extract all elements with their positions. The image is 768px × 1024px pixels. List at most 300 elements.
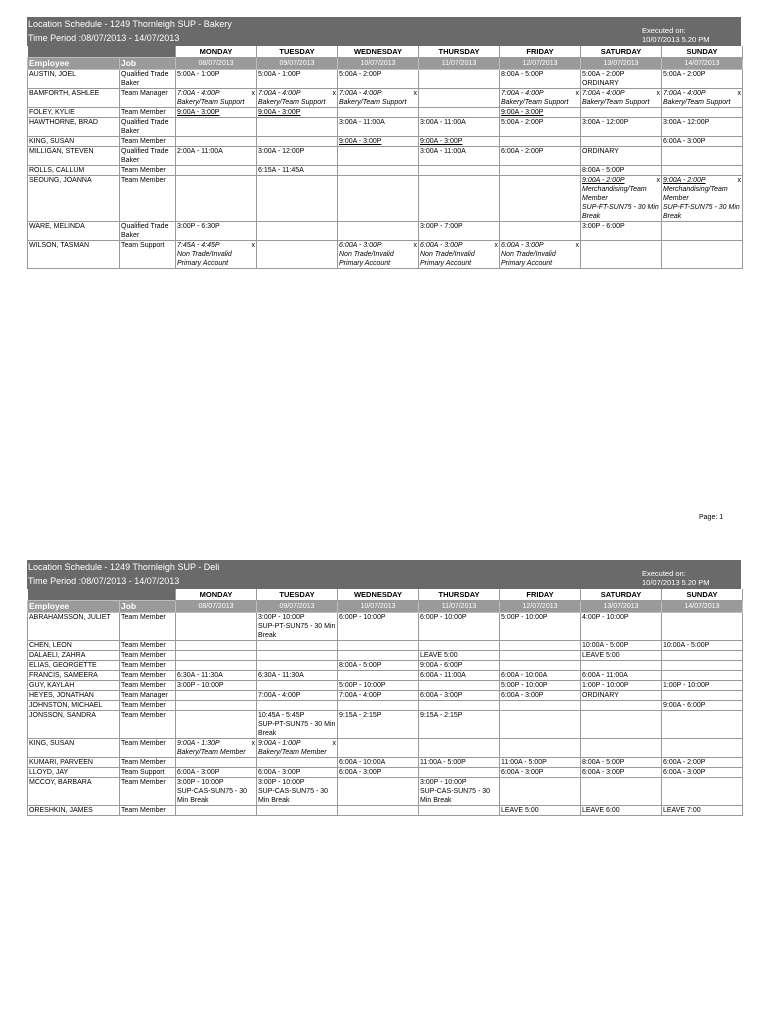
shift-cell	[662, 108, 743, 118]
shift-time-text: 3:00P - 6:00P	[582, 223, 625, 230]
shift-time	[663, 681, 741, 690]
shift-note	[420, 250, 498, 268]
remove-mark: x	[494, 242, 498, 249]
shift-time	[582, 681, 660, 690]
shift-cell	[338, 222, 419, 241]
shift-time	[420, 147, 498, 156]
job-title: Team Member	[120, 166, 176, 176]
shift-time-text: 3:00P - 10:00P	[420, 779, 467, 786]
shift-time-text: 6:00A - 3:00P	[663, 769, 706, 776]
schedule-title: Location Schedule - 1249 Thornleigh SUP - Bakery	[28, 19, 232, 29]
shift-cell	[176, 711, 257, 739]
shift-time	[258, 739, 336, 748]
shift-time-text: 11:00A - 5:00P	[420, 759, 466, 766]
day-header: TUESDAY	[257, 46, 338, 58]
shift-note-text: Merchandising/Team Member	[663, 186, 728, 202]
shift-time	[339, 89, 417, 98]
shift-note-text: SUP-FT-SUN75 - 30 Min Break	[663, 204, 740, 220]
shift-time-text: 3:00P - 10:00P	[258, 779, 305, 786]
shift-note-text: SUP-PT-SUN75 - 30 Min Break	[258, 623, 336, 639]
employee-name: ABRAHAMSSON, JULIET	[28, 613, 120, 641]
time-period: Time Period :08/07/2013 - 14/07/2013	[28, 576, 180, 586]
shift-note-text: Non Trade/Invalid Primary Account	[501, 251, 556, 267]
shift-time	[501, 806, 579, 815]
shift-note	[258, 748, 336, 757]
shift-time	[663, 118, 741, 127]
shift-time	[339, 613, 417, 622]
day-header: WEDNESDAY	[338, 589, 419, 601]
shift-time-text: 11:00A - 5:00P	[501, 759, 547, 766]
remove-mark: x	[251, 242, 255, 249]
shift-cell	[176, 739, 257, 758]
shift-cell	[257, 691, 338, 701]
employee-column-header: Employee	[28, 601, 120, 613]
day-header: MONDAY	[176, 46, 257, 58]
shift-cell	[419, 758, 500, 768]
shift-cell	[500, 166, 581, 176]
shift-time	[663, 806, 741, 815]
shift-cell	[500, 137, 581, 147]
shift-time	[177, 89, 255, 98]
shift-cell	[581, 147, 662, 166]
shift-time	[258, 70, 336, 79]
employee-name: BAMFORTH, ASHLEE	[28, 89, 120, 108]
shift-time	[663, 89, 741, 98]
shift-time-text: 6:00P - 10:00P	[420, 614, 467, 621]
shift-note	[258, 787, 336, 805]
shift-time-text: 5:00A - 2:00P	[501, 119, 544, 126]
shift-time-text: 6:00A - 3:00P	[258, 769, 301, 776]
shift-cell	[500, 758, 581, 768]
shift-time-text: 9:00A - 2:00P	[663, 177, 706, 184]
shift-cell	[662, 701, 743, 711]
table-row	[28, 641, 743, 651]
shift-cell	[419, 118, 500, 137]
table-row	[28, 222, 743, 241]
shift-cell	[338, 778, 419, 806]
schedule-header	[27, 17, 741, 46]
shift-time-text: 6:00A - 3:00P	[582, 769, 625, 776]
time-period: Time Period :08/07/2013 - 14/07/2013	[28, 33, 180, 43]
shift-time	[258, 711, 336, 720]
shift-time	[420, 661, 498, 670]
shift-cell	[257, 89, 338, 108]
shift-cell	[500, 681, 581, 691]
shift-cell	[257, 671, 338, 681]
shift-time-text: 3:00P - 10:00P	[177, 682, 224, 689]
shift-cell	[338, 806, 419, 816]
shift-time	[420, 711, 498, 720]
job-title: Team Member	[120, 758, 176, 768]
shift-time	[501, 691, 579, 700]
shift-cell	[176, 613, 257, 641]
shift-cell	[419, 641, 500, 651]
day-header: MONDAY	[176, 589, 257, 601]
remove-mark: x	[575, 242, 579, 249]
shift-cell	[338, 711, 419, 739]
remove-mark: x	[656, 90, 660, 97]
shift-cell	[176, 661, 257, 671]
shift-cell	[419, 166, 500, 176]
shift-time	[177, 108, 255, 117]
shift-cell	[419, 613, 500, 641]
remove-mark: x	[413, 242, 417, 249]
shift-cell	[500, 651, 581, 661]
job-title: Team Support	[120, 768, 176, 778]
shift-cell	[500, 241, 581, 269]
shift-cell	[419, 661, 500, 671]
shift-time	[177, 222, 255, 231]
shift-cell	[257, 739, 338, 758]
date-header: 12/07/2013	[500, 58, 581, 70]
shift-cell	[338, 641, 419, 651]
shift-cell	[500, 768, 581, 778]
shift-time-text: 10:00A - 5:00P	[582, 642, 629, 649]
shift-cell	[419, 176, 500, 222]
shift-cell	[581, 166, 662, 176]
shift-cell	[419, 70, 500, 89]
shift-cell	[662, 641, 743, 651]
shift-cell	[338, 613, 419, 641]
day-header: WEDNESDAY	[338, 46, 419, 58]
shift-cell	[662, 147, 743, 166]
shift-note	[177, 748, 255, 757]
shift-time-text: 6:00A - 3:00P	[663, 138, 706, 145]
shift-note	[177, 787, 255, 805]
shift-cell	[419, 701, 500, 711]
employee-column-header: Employee	[28, 58, 120, 70]
table-row	[28, 651, 743, 661]
shift-time-text: 3:00A - 11:00A	[420, 119, 466, 126]
shift-time	[420, 758, 498, 767]
shift-time-text: 5:00A - 1:00P	[177, 71, 220, 78]
shift-cell	[500, 147, 581, 166]
shift-cell	[500, 89, 581, 108]
shift-note	[258, 98, 336, 107]
shift-time	[339, 691, 417, 700]
shift-note-text: Non Trade/Invalid Primary Account	[339, 251, 394, 267]
employee-name: ROLLS, CALLUM	[28, 166, 120, 176]
shift-cell	[176, 166, 257, 176]
shift-time-text: 1:00P - 10:00P	[582, 682, 629, 689]
shift-time	[339, 711, 417, 720]
shift-time-text: LEAVE 5:00	[501, 807, 539, 814]
employee-name: JONSSON, SANDRA	[28, 711, 120, 739]
job-title: Team Member	[120, 671, 176, 681]
shift-note-text: Non Trade/Invalid Primary Account	[177, 251, 232, 267]
shift-time	[420, 778, 498, 787]
shift-time-text: 5:00A - 2:00P	[663, 71, 706, 78]
shift-time	[420, 671, 498, 680]
table-row	[28, 768, 743, 778]
shift-cell	[581, 241, 662, 269]
shift-cell	[257, 241, 338, 269]
shift-time	[663, 641, 741, 650]
schedule-title: Location Schedule - 1249 Thornleigh SUP - Deli	[28, 562, 220, 572]
job-title: Team Member	[120, 613, 176, 641]
shift-time-text: 6:00A - 3:00P	[339, 242, 382, 249]
table-row	[28, 806, 743, 816]
shift-cell	[662, 711, 743, 739]
shift-time	[177, 768, 255, 777]
shift-cell	[581, 89, 662, 108]
shift-time-text: LEAVE 5:00	[420, 652, 458, 659]
shift-time-text: 6:00A - 3:00P	[501, 692, 544, 699]
shift-time-text: 6:00A - 11:00A	[582, 672, 628, 679]
shift-time	[582, 691, 660, 700]
shift-time	[258, 691, 336, 700]
day-header: TUESDAY	[257, 589, 338, 601]
shift-time	[501, 768, 579, 777]
shift-cell	[662, 778, 743, 806]
shift-cell	[257, 701, 338, 711]
table-row	[28, 176, 743, 222]
shift-time	[420, 691, 498, 700]
employee-name: FOLEY, KYLIE	[28, 108, 120, 118]
shift-cell	[500, 176, 581, 222]
shift-note-text: SUP-CAS-SUN75 - 30 Min Break	[177, 788, 248, 804]
job-title: Team Member	[120, 739, 176, 758]
shift-cell	[176, 89, 257, 108]
remove-mark: x	[332, 740, 336, 747]
shift-cell	[662, 137, 743, 147]
shift-cell	[500, 739, 581, 758]
shift-time-text: 9:00A - 2:00P	[582, 177, 625, 184]
shift-note	[420, 787, 498, 805]
job-title: Qualified Trade Baker	[120, 147, 176, 166]
shift-time	[501, 671, 579, 680]
employee-name: DALAELI, ZAHRA	[28, 651, 120, 661]
job-title: Team Support	[120, 241, 176, 269]
shift-cell	[662, 691, 743, 701]
shift-cell	[257, 681, 338, 691]
job-title: Team Member	[120, 641, 176, 651]
job-column-header: Job	[120, 58, 176, 70]
employee-name: HAWTHORNE, BRAD	[28, 118, 120, 137]
shift-note	[582, 203, 660, 221]
shift-cell	[581, 768, 662, 778]
date-header: 09/07/2013	[257, 601, 338, 613]
shift-note	[582, 98, 660, 107]
header-spacer	[28, 46, 176, 58]
shift-time-text: 8:00A - 5:00P	[582, 167, 625, 174]
table-row	[28, 108, 743, 118]
shift-cell	[338, 758, 419, 768]
remove-mark: x	[737, 90, 741, 97]
shift-cell	[176, 671, 257, 681]
shift-time	[420, 241, 498, 250]
shift-time	[339, 758, 417, 767]
shift-time-text: 9:15A - 2:15P	[420, 712, 463, 719]
shift-cell	[419, 89, 500, 108]
shift-cell	[176, 768, 257, 778]
shift-time-text: 5:00P - 10:00P	[501, 614, 548, 621]
shift-time-text: 6:00A - 3:00P	[501, 242, 544, 249]
shift-cell	[419, 137, 500, 147]
job-title: Team Manager	[120, 89, 176, 108]
shift-cell	[500, 671, 581, 681]
shift-cell	[257, 147, 338, 166]
job-title: Team Member	[120, 701, 176, 711]
shift-cell	[176, 681, 257, 691]
table-row	[28, 89, 743, 108]
shift-time	[501, 613, 579, 622]
employee-name: WILSON, TASMAN	[28, 241, 120, 269]
table-row	[28, 691, 743, 701]
shift-time	[258, 147, 336, 156]
shift-time-text: LEAVE 5:00	[582, 652, 620, 659]
shift-cell	[257, 176, 338, 222]
shift-time	[582, 613, 660, 622]
shift-cell	[176, 118, 257, 137]
shift-note	[663, 98, 741, 107]
shift-time	[501, 147, 579, 156]
shift-cell	[338, 768, 419, 778]
shift-cell	[176, 651, 257, 661]
employee-name: ORESHKIN, JAMES	[28, 806, 120, 816]
shift-cell	[581, 137, 662, 147]
shift-time	[177, 739, 255, 748]
shift-time-text: ORDINARY	[582, 148, 619, 155]
shift-time-text: 6:15A - 11:45A	[258, 167, 304, 174]
shift-cell	[257, 137, 338, 147]
shift-cell	[176, 691, 257, 701]
shift-time-text: 3:00P - 7:00P	[420, 223, 463, 230]
shift-cell	[662, 671, 743, 681]
shift-time	[501, 681, 579, 690]
date-header: 09/07/2013	[257, 58, 338, 70]
shift-time	[582, 671, 660, 680]
shift-time-text: 6:00A - 3:00P	[339, 769, 382, 776]
shift-cell	[581, 222, 662, 241]
shift-time-text: ORDINARY	[582, 692, 619, 699]
date-header: 10/07/2013	[338, 58, 419, 70]
shift-time	[582, 89, 660, 98]
shift-time	[258, 166, 336, 175]
job-title: Team Member	[120, 176, 176, 222]
day-header: SUNDAY	[662, 589, 743, 601]
shift-cell	[500, 70, 581, 89]
shift-cell	[662, 166, 743, 176]
shift-note	[663, 185, 741, 203]
shift-time	[501, 758, 579, 767]
header-spacer	[28, 589, 176, 601]
shift-time-text: 3:00P - 6:30P	[177, 223, 220, 230]
shift-cell	[500, 691, 581, 701]
job-title: Qualified Trade Baker	[120, 70, 176, 89]
shift-note-text: Bakery/Team Support	[258, 99, 326, 106]
shift-cell	[662, 89, 743, 108]
shift-time	[663, 768, 741, 777]
shift-note	[582, 185, 660, 203]
shift-cell	[419, 241, 500, 269]
executed-info: Executed on: 10/07/2013 5.20 PM	[642, 26, 710, 44]
shift-cell	[257, 166, 338, 176]
table-row	[28, 671, 743, 681]
shift-cell	[176, 701, 257, 711]
day-header: FRIDAY	[500, 589, 581, 601]
day-header: FRIDAY	[500, 46, 581, 58]
shift-time-text: 7:00A - 4:00P	[663, 90, 706, 97]
shift-time-text: 6:00A - 3:00P	[420, 242, 463, 249]
job-column-header: Job	[120, 601, 176, 613]
day-header: THURSDAY	[419, 46, 500, 58]
shift-time-text: 7:00A - 4:00P	[258, 90, 301, 97]
shift-time-text: 7:00A - 4:00P	[339, 90, 382, 97]
remove-mark: x	[656, 177, 660, 184]
shift-time	[582, 166, 660, 175]
shift-time	[258, 768, 336, 777]
employee-name: WARE, MELINDA	[28, 222, 120, 241]
shift-cell	[257, 70, 338, 89]
shift-cell	[662, 222, 743, 241]
shift-time	[582, 651, 660, 660]
shift-note-text: Merchandising/Team Member	[582, 186, 647, 202]
shift-cell	[500, 778, 581, 806]
shift-note	[663, 203, 741, 221]
job-title: Team Member	[120, 661, 176, 671]
shift-cell	[257, 613, 338, 641]
job-title: Team Member	[120, 137, 176, 147]
shift-cell	[338, 241, 419, 269]
shift-note-text: Bakery/Team Support	[582, 99, 650, 106]
shift-time-text: 9:00A - 3:00P	[501, 109, 544, 116]
shift-time	[339, 681, 417, 690]
shift-cell	[500, 711, 581, 739]
shift-cell	[581, 671, 662, 681]
shift-time	[582, 147, 660, 156]
shift-cell	[581, 661, 662, 671]
employee-name: HEYES, JONATHAN	[28, 691, 120, 701]
shift-note	[339, 250, 417, 268]
shift-note-text: SUP-FT-SUN75 - 30 Min Break	[582, 204, 659, 220]
shift-time	[177, 778, 255, 787]
shift-cell	[338, 147, 419, 166]
shift-cell	[338, 691, 419, 701]
shift-time-text: 8:00A - 5:00P	[501, 71, 544, 78]
shift-time-text: 9:00A - 3:00P	[258, 109, 301, 116]
shift-cell	[581, 711, 662, 739]
shift-time-text: 3:00A - 11:00A	[420, 148, 466, 155]
shift-time-text: 9:00A - 3:00P	[339, 138, 382, 145]
date-header-row	[28, 58, 743, 70]
shift-time-text: 7:00A - 4:00P	[501, 90, 544, 97]
shift-time-text: 5:00A - 2:00P	[339, 71, 382, 78]
shift-cell	[176, 176, 257, 222]
shift-cell	[257, 222, 338, 241]
shift-time-text: 3:00P - 10:00P	[177, 779, 224, 786]
shift-cell	[500, 108, 581, 118]
shift-cell	[581, 176, 662, 222]
shift-cell	[419, 778, 500, 806]
shift-cell	[581, 701, 662, 711]
shift-time	[420, 137, 498, 146]
table-row	[28, 166, 743, 176]
shift-time-text: 9:00A - 3:00P	[177, 109, 220, 116]
shift-cell	[257, 118, 338, 137]
shift-cell	[419, 222, 500, 241]
employee-name: ELIAS, GEORGETTE	[28, 661, 120, 671]
shift-note-text: Bakery/Team Support	[339, 99, 407, 106]
shift-time-text: 7:00A - 4:00P	[339, 692, 382, 699]
shift-time	[582, 118, 660, 127]
shift-cell	[338, 681, 419, 691]
shift-cell	[581, 681, 662, 691]
shift-cell	[662, 651, 743, 661]
shift-time-text: 4:00P - 10:00P	[582, 614, 629, 621]
shift-cell	[176, 70, 257, 89]
date-header: 13/07/2013	[581, 58, 662, 70]
